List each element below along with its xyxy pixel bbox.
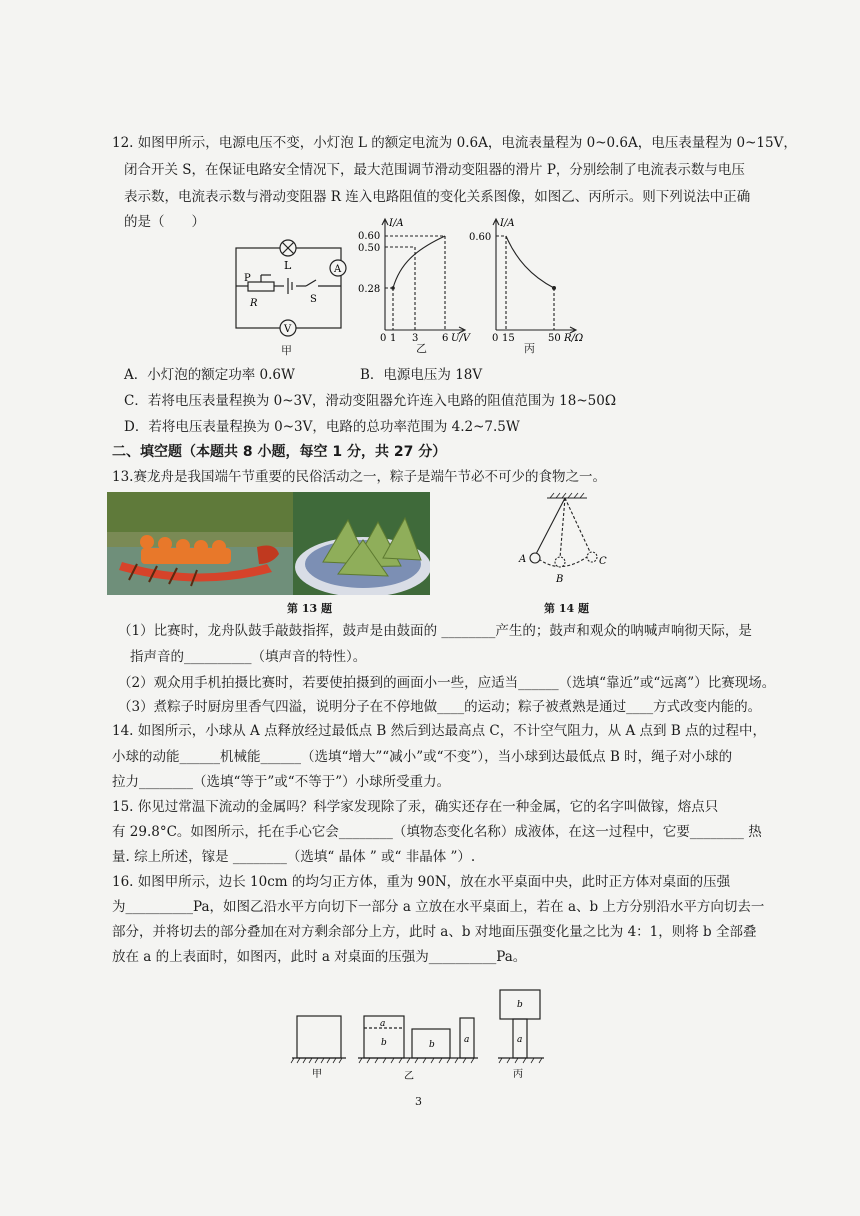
bing-a-label: a — [517, 1035, 523, 1045]
q16-caption-bing: 丙 — [513, 1069, 523, 1080]
q12-line3: 表示数，电流表示数与滑动变阻器 R 连入电路阻值的变化关系图像，如图乙、丙所示。则下列说法中正确 — [124, 189, 751, 205]
yi-xtick-1: 1 — [390, 333, 397, 344]
yi-ytick-060: 0.60 — [358, 231, 381, 242]
bing-ylabel: I/A — [500, 218, 515, 229]
voltmeter-label: V — [284, 324, 292, 335]
cube-pressure-diagram — [288, 985, 558, 1085]
q16-caption-jia: 甲 — [312, 1069, 322, 1080]
yi-part-a-label: a — [380, 1019, 386, 1029]
slider-label: P — [244, 273, 251, 284]
q16-caption-yi: 乙 — [404, 1071, 414, 1082]
bing-b-label: b — [517, 1000, 523, 1010]
q12-option-d: D．若将电压表量程换为 0~3V，电路的总功率范围为 4.2~7.5W — [124, 419, 520, 435]
q12-line1: 12. 如图甲所示，电源电压不变，小灯泡 L 的额定电流为 0.6A，电流表量程为 0~0.6A，电压表量程为 0~15V， — [112, 135, 797, 151]
pendulum-point-b: B — [556, 574, 564, 585]
caption-q13: 第 13 题 — [287, 602, 332, 615]
q16-line1: 16. 如图甲所示，边长 10cm 的均匀正方体，重为 90N，放在水平桌面中央，此时正方体对桌面的压强 — [112, 874, 731, 890]
q13-intro: 13.赛龙舟是我国端午节重要的民俗活动之一，粽子是端午节必不可少的食物之一。 — [112, 469, 606, 485]
q12-line4: 的是（ ） — [124, 214, 205, 230]
lamp-label: L — [284, 259, 292, 272]
yi-xtick-6: 6 — [442, 333, 449, 344]
bing-ytick-060: 0.60 — [469, 232, 492, 243]
caption-yi: 乙 — [416, 342, 427, 355]
q14-line3: 拉力________（选填“等于”或“不等于”）小球所受重力。 — [112, 774, 451, 790]
yi-xtick-0: 0 — [380, 333, 387, 344]
graph-bing — [466, 214, 591, 346]
bing-xtick-15: 15 — [502, 333, 515, 344]
q14-line2: 小球的动能______机械能______（选填“增大”“减小”或“不变”），当小球到达最低点 B 时，绳子对小球的 — [112, 749, 733, 765]
q12-line2: 闭合开关 S，在保证电路安全情况下，最大范围调节滑动变阻器的滑片 P，分别绘制了电流表示数与电压 — [124, 162, 745, 178]
q13-part1-b: 指声音的__________（填声音的特性）。 — [130, 649, 367, 665]
q16-line2: 为__________Pa，如图乙沿水平方向切下一部分 a 立放在水平桌面上，若在 a、b 上方分别沿水平方向切去一 — [112, 899, 765, 915]
q14-line1: 14. 如图所示，小球从 A 点释放经过最低点 B 然后到达最高点 C，不计空气阻力，从 A 点到 B 点的过程中， — [112, 723, 767, 739]
yi-xlabel: U/V — [451, 333, 471, 344]
pendulum-point-c: C — [599, 556, 607, 567]
bing-xtick-50: 50 — [548, 333, 561, 344]
caption-jia: 甲 — [281, 344, 292, 357]
ammeter-label: A — [334, 264, 342, 275]
yi-ytick-028: 0.28 — [358, 284, 381, 295]
bing-xlabel: R/Ω — [564, 333, 584, 344]
caption-bing: 丙 — [524, 342, 535, 355]
bing-xtick-0: 0 — [492, 333, 499, 344]
dragon-boat-photo — [107, 492, 293, 595]
yi-xtick-3: 3 — [412, 333, 419, 344]
q15-line3: 量. 综上所述，镓是 ________（选填“ 晶体 ” 或“ 非晶体 ”）. — [112, 849, 476, 865]
circuit-diagram-jia — [226, 230, 356, 360]
caption-q14: 第 14 题 — [544, 602, 589, 615]
switch-label: S — [310, 294, 317, 305]
yi-cut-b-label: b — [429, 1040, 435, 1050]
yi-part-b-label: b — [381, 1038, 387, 1048]
yi-cut-a-label: a — [464, 1035, 470, 1045]
rheostat-label: R — [250, 298, 258, 309]
yi-ytick-050: 0.50 — [358, 243, 381, 254]
q16-line4: 放在 a 的上表面时，如图丙，此时 a 对桌面的压强为__________Pa。 — [112, 949, 527, 965]
zongzi-photo — [293, 492, 430, 595]
section2-heading: 二、填空题（本题共 8 小题，每空 1 分，共 27 分） — [112, 444, 447, 460]
page-number: 3 — [415, 1095, 422, 1108]
q15-line1: 15. 你见过常温下流动的金属吗？科学家发现除了汞，确实还存在一种金属，它的名字叫做镓，熔点只 — [112, 799, 719, 815]
pendulum-diagram — [505, 492, 620, 592]
q13-part3: （3）煮粽子时厨房里香气四溢，说明分子在不停地做____的运动；粽子被煮熟是通过____方式改变内能的。 — [118, 699, 762, 715]
graph-yi — [355, 214, 475, 346]
q13-part2: （2）观众用手机拍摄比赛时，若要使拍摄到的画面小一些，应适当______（选填“靠近”或“远离”）比赛现场。 — [118, 675, 776, 691]
yi-ylabel: I/A — [389, 218, 404, 229]
pendulum-point-a: A — [519, 554, 527, 565]
q13-part1-a: （1）比赛时，龙舟队鼓手敲鼓指挥，鼓声是由鼓面的 ________产生的；鼓声和观众的呐喊声响彻天际，是 — [118, 623, 752, 639]
q12-option-c: C．若将电压表量程换为 0~3V，滑动变阻器允许连入电路的阻值范围为 18~50Ω — [124, 393, 617, 409]
q12-option-b: B．电源电压为 18V — [360, 367, 483, 383]
q15-line2: 有 29.8°C。如图所示，托在手心它会________（填物态变化名称）成液体，在这一过程中，它要________ 热 — [112, 824, 762, 840]
q12-option-a: A．小灯泡的额定功率 0.6W — [124, 367, 295, 383]
q16-line3: 部分，并将切去的部分叠加在对方剩余部分上方，此时 a、b 对地面压强变化量之比为 4：1，则将 b 全部叠 — [112, 924, 757, 940]
